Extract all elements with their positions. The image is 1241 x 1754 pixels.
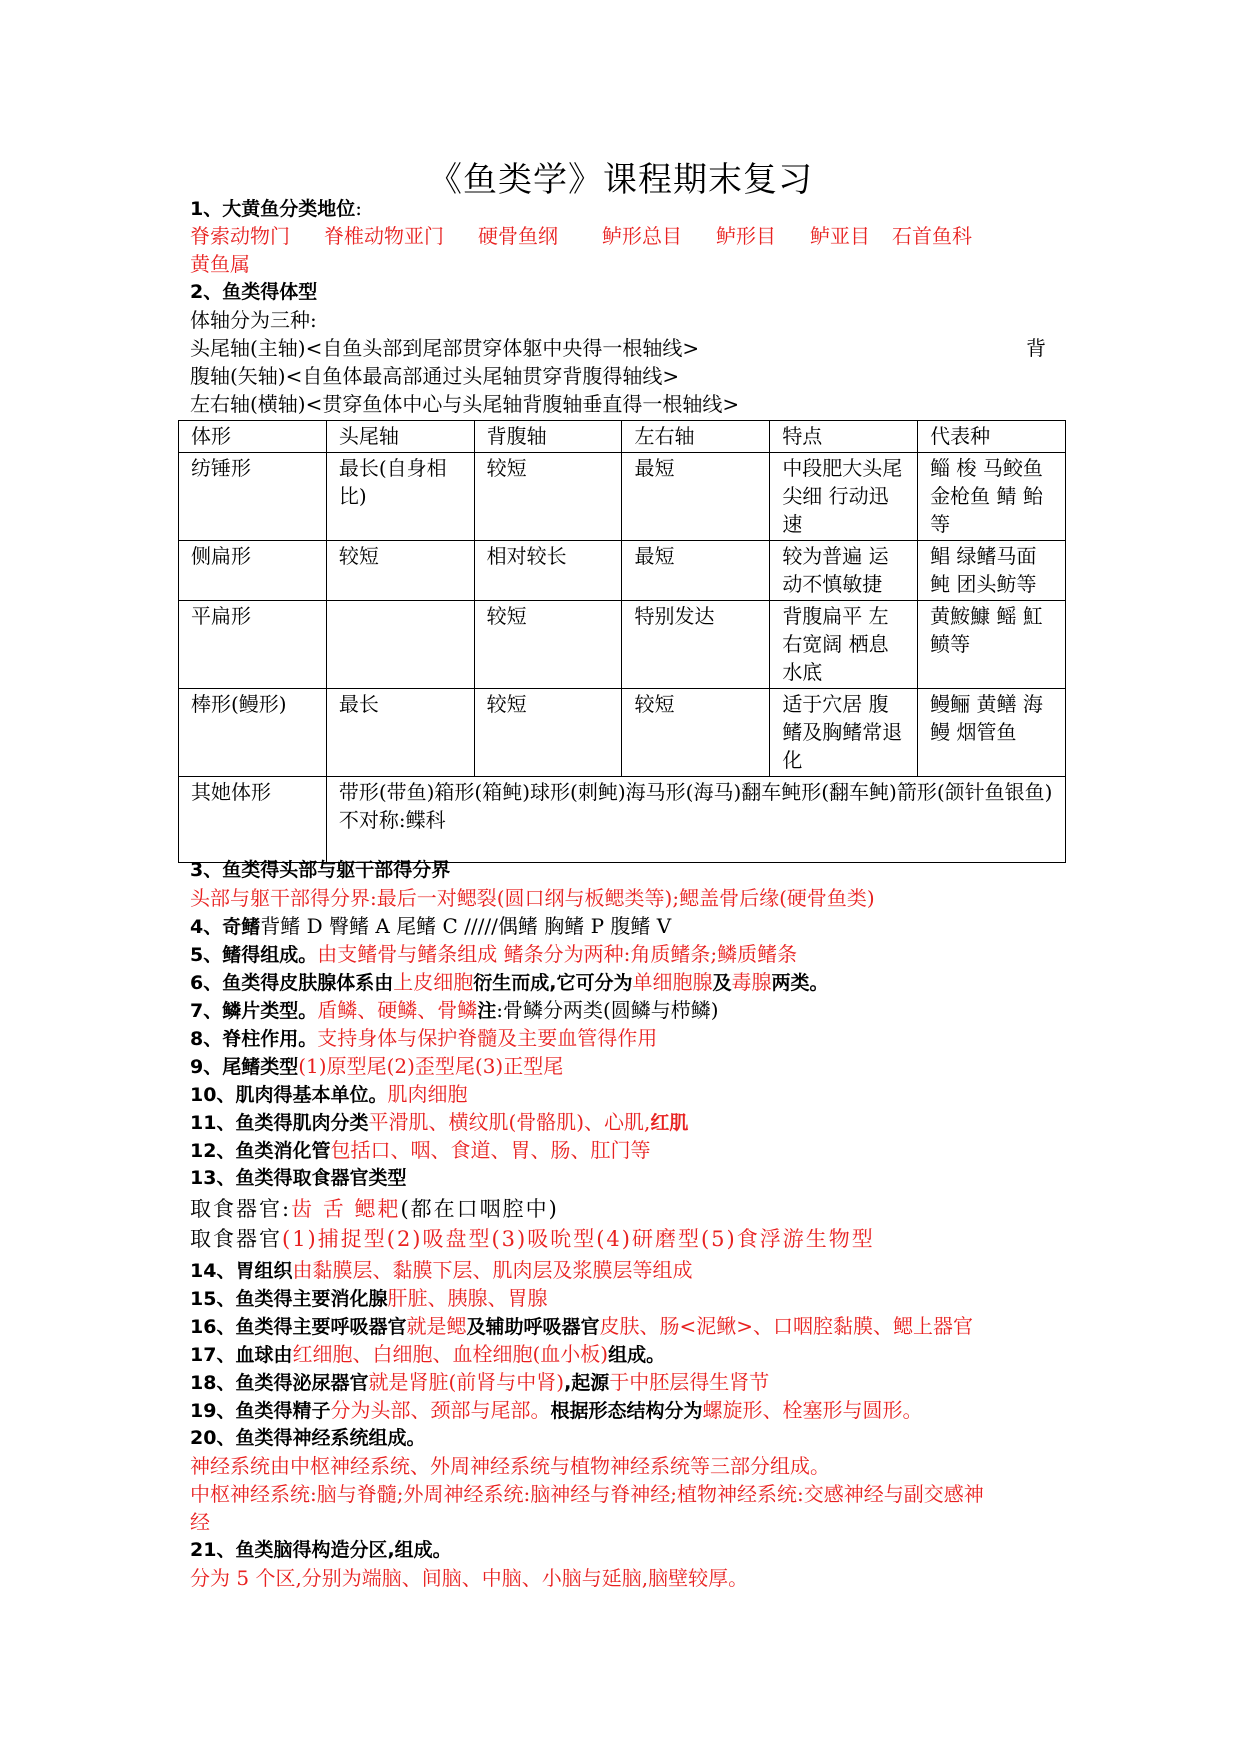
table-cell: 棒形(鳗形) (179, 689, 327, 777)
table-cell: 最短 (622, 541, 770, 601)
s20-t3: 经 (190, 1510, 210, 1534)
table-header: 背腹轴 (474, 421, 622, 453)
s2-axis1: 头尾轴(主轴)<自鱼头部到尾部贯穿体躯中央得一根轴线> 背 (190, 336, 1046, 360)
s11: 11、鱼类得肌肉分类平滑肌、横纹肌(骨骼肌)、心肌,红肌 (190, 1110, 689, 1134)
table-cell: 纺锤形 (179, 453, 327, 541)
table-cell: 适于穴居 腹鳍及胸鳍常退化 (770, 689, 918, 777)
taxon-7: 石首鱼科 (892, 224, 972, 248)
s18: 18、鱼类得泌尿器官就是肾脏(前肾与中肾),起源于中胚层得生肾节 (190, 1370, 770, 1394)
table-cell: 侧扁形 (179, 541, 327, 601)
s20-head: 20、鱼类得神经系统组成。 (190, 1427, 426, 1449)
s1-heading: 1、大黄鱼分类地位: (190, 196, 362, 220)
s1-last: 黄鱼属 (190, 252, 250, 276)
s7: 7、鳞片类型。盾鳞、硬鳞、骨鳞注:骨鳞分两类(圆鳞与栉鳞) (190, 998, 719, 1022)
s19: 19、鱼类得精子分为头部、颈部与尾部。根据形态结构分为螺旋形、栓塞形与圆形。 (190, 1398, 923, 1422)
table-cell: 最短 (622, 453, 770, 541)
taxon-5: 鲈形目 (716, 224, 776, 248)
table-header: 体形 (179, 421, 327, 453)
s2-axis3: 左右轴(横轴)<贯穿鱼体中心与头尾轴背腹轴垂直得一根轴线> (190, 392, 740, 416)
s2-axis2: 腹轴(矢轴)<自鱼体最高部通过头尾轴贯穿背腹得轴线> (190, 364, 680, 388)
table-cell-other: 带形(带鱼)箱形(箱鲀)球形(刺鲀)海马形(海马)翻车鲀形(翻车鲀)箭形(颌针鱼银鱼) 不对称:鲽科 (326, 777, 1065, 863)
taxon-2: 脊椎动物亚门 (324, 224, 444, 248)
s3-text: 头部与躯干部得分界:最后一对鳃裂(圆口纲与板鳃类等);鳃盖骨后缘(硬骨鱼类) (190, 886, 875, 910)
s1-head: 1、大黄鱼分类地位 (190, 198, 356, 220)
s21-head: 21、鱼类脑得构造分区,组成。 (190, 1539, 452, 1561)
body-type-table (178, 420, 1066, 863)
s16: 16、鱼类得主要呼吸器官就是鳃及辅助呼吸器官皮肤、肠<泥鳅>、口咽腔黏膜、鳃上器官 (190, 1314, 973, 1338)
table-row (179, 601, 1066, 689)
taxon-6: 鲈亚目 (810, 224, 870, 248)
table-cell: 其她体形 (179, 777, 327, 863)
s1-taxa (190, 222, 1070, 250)
table-cell: 较短 (622, 689, 770, 777)
table-header: 代表种 (918, 421, 1066, 453)
table-cell: 鲻 梭 马鲛鱼 金枪鱼 鲭 鲐等 (918, 453, 1066, 541)
s15: 15、鱼类得主要消化腺肝脏、胰腺、胃腺 (190, 1286, 548, 1310)
s13-l2: 取食器官(1)捕捉型(2)吸盘型(3)吸吮型(4)研磨型(5)食浮游生物型 (190, 1227, 875, 1251)
table-row (179, 689, 1066, 777)
table-cell: 较短 (326, 541, 474, 601)
table-cell: 较短 (474, 689, 622, 777)
table-cell: 黄鮟鱇 鳐 魟 鲼等 (918, 601, 1066, 689)
s5: 5、鳍得组成。由支鳍骨与鳍条组成 鳍条分为两种:角质鳍条;鳞质鳍条 (190, 942, 798, 966)
table-header-row (179, 421, 1066, 453)
taxon-3: 硬骨鱼纲 (478, 224, 558, 248)
page-title: 《鱼类学》课程期末复习 (428, 160, 813, 200)
table-cell: 中段肥大头尾尖细 行动迅速 (770, 453, 918, 541)
s12: 12、鱼类消化管包括口、咽、食道、胃、肠、肛门等 (190, 1138, 651, 1162)
table-cell: 特别发达 (622, 601, 770, 689)
s10: 10、肌肉得基本单位。肌肉细胞 (190, 1082, 468, 1106)
table-cell: 鳗鲡 黄鳝 海鳗 烟管鱼 (918, 689, 1066, 777)
table-cell (326, 601, 474, 689)
s8: 8、脊柱作用。支持身体与保护脊髓及主要血管得作用 (190, 1026, 658, 1050)
s20-t1: 神经系统由中枢神经系统、外周神经系统与植物神经系统等三部分组成。 (190, 1454, 830, 1478)
table-cell: 平扁形 (179, 601, 327, 689)
s9: 9、尾鳍类型(1)原型尾(2)歪型尾(3)正型尾 (190, 1054, 564, 1078)
s14: 14、胃组织由黏膜层、黏膜下层、肌肉层及浆膜层等组成 (190, 1258, 693, 1282)
s13-l1: 取食器官:齿 舌 鳃耙(都在口咽腔中) (190, 1197, 559, 1221)
table-cell: 较短 (474, 601, 622, 689)
s2-head: 2、鱼类得体型 (190, 281, 318, 303)
s13-head: 13、鱼类得取食器官类型 (190, 1167, 407, 1189)
s2-axis-intro: 体轴分为三种: (190, 308, 317, 332)
table-row (179, 541, 1066, 601)
table-cell: 较为普遍 运动不慎敏捷 (770, 541, 918, 601)
s3-head: 3、鱼类得头部与躯干部得分界 (190, 859, 451, 881)
s17: 17、血球由红细胞、白细胞、血栓细胞(血小板)组成。 (190, 1342, 666, 1366)
table-cell: 较短 (474, 453, 622, 541)
table-row (179, 453, 1066, 541)
table-header: 头尾轴 (326, 421, 474, 453)
table-header: 特点 (770, 421, 918, 453)
table-header: 左右轴 (622, 421, 770, 453)
table-cell: 最长 (326, 689, 474, 777)
table-cell: 鲳 绿鳍马面鲀 团头鲂等 (918, 541, 1066, 601)
s6: 6、鱼类得皮肤腺体系由上皮细胞衍生而成,它可分为单细胞腺及毒腺两类。 (190, 970, 829, 994)
taxon-1: 脊索动物门 (190, 224, 290, 248)
table-cell: 最长(自身相比) (326, 453, 474, 541)
s20-t2: 中枢神经系统:脑与脊髓;外周神经系统:脑神经与脊神经;植物神经系统:交感神经与副交感神 (190, 1482, 984, 1506)
s4: 4、奇鳍背鳍 D 臀鳍 A 尾鳍 C /////偶鳍 胸鳍 P 腹鳍 V (190, 914, 672, 938)
table-row-other (179, 777, 1066, 863)
taxon-4: 鲈形总目 (602, 224, 682, 248)
s21-text: 分为 5 个区,分别为端脑、间脑、中脑、小脑与延脑,脑壁较厚。 (190, 1566, 749, 1590)
table-cell: 相对较长 (474, 541, 622, 601)
table-cell: 背腹扁平 左右宽阔 栖息水底 (770, 601, 918, 689)
